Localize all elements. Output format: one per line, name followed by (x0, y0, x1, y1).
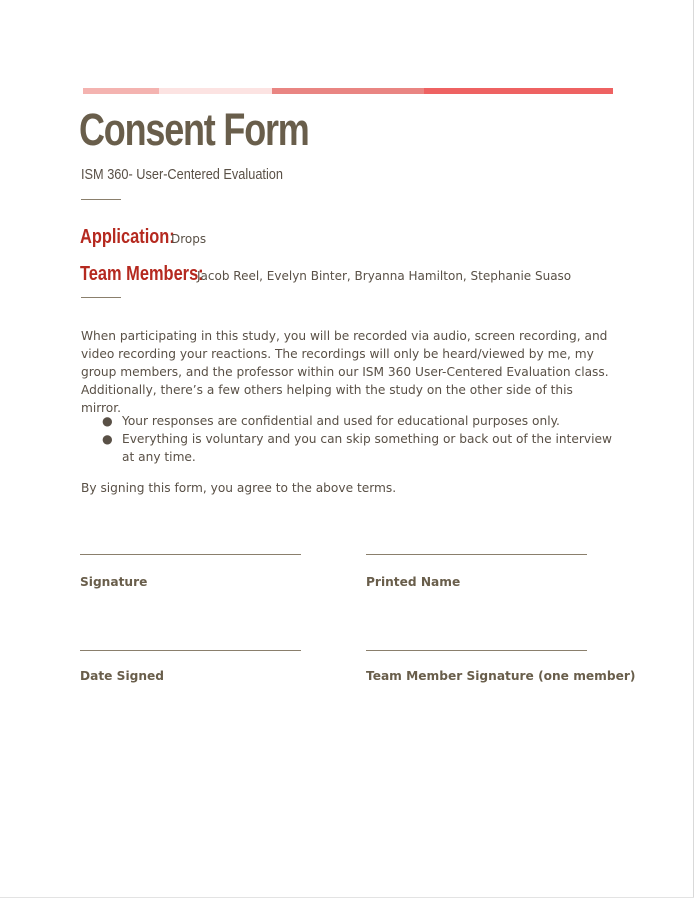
printed-name-line[interactable] (366, 554, 587, 555)
accent-bar-segment (424, 88, 613, 94)
accent-bar (83, 88, 613, 94)
agreement-paragraph: By signing this form, you agree to the above terms. (81, 481, 397, 495)
accent-bar-segment (83, 88, 159, 94)
team-members-line (80, 263, 572, 285)
list-item (81, 412, 616, 430)
bullet-icon: ● (102, 414, 113, 428)
date-signed-label: Date Signed (80, 669, 165, 683)
divider-rule (81, 199, 121, 200)
bullet-icon: ● (102, 432, 113, 446)
intro-paragraph: When participating in this study, you will be recorded via audio, screen recording, and video recording your reactions. The recordings will only be heard/viewed by me, my group members, and the professor within our ISM 360 User-Centered Evaluation class. Additionally, there’s a few others helping with the study on the other side of this mirror. (81, 329, 609, 415)
printed-name-label: Printed Name (366, 575, 461, 589)
application-line (80, 226, 207, 248)
accent-bar-segment (159, 88, 272, 94)
signature-line[interactable] (80, 554, 301, 555)
application-label: Application: (80, 226, 175, 248)
team-members-label: Team Members: (80, 263, 204, 285)
accent-bar-segment (272, 88, 424, 94)
team-member-signature-line[interactable] (366, 650, 587, 651)
bullet-list (81, 412, 616, 466)
date-signed-line[interactable] (80, 650, 301, 651)
application-value: Drops (171, 232, 207, 246)
signature-label: Signature (80, 575, 148, 589)
list-item-text: Your responses are confidential and used for educational purposes only. (122, 414, 560, 428)
team-member-signature-label: Team Member Signature (one member) (366, 669, 636, 683)
divider-rule (81, 297, 121, 298)
page-title: Consent Form (79, 104, 309, 155)
list-item (81, 430, 616, 466)
team-members-value: Jacob Reel, Evelyn Binter, Bryanna Hamilton, Stephanie Suaso (197, 269, 572, 283)
list-item-text: Everything is voluntary and you can skip something or back out of the interview at any time. (122, 432, 612, 464)
course-subtitle: ISM 360- User-Centered Evaluation (81, 166, 283, 183)
